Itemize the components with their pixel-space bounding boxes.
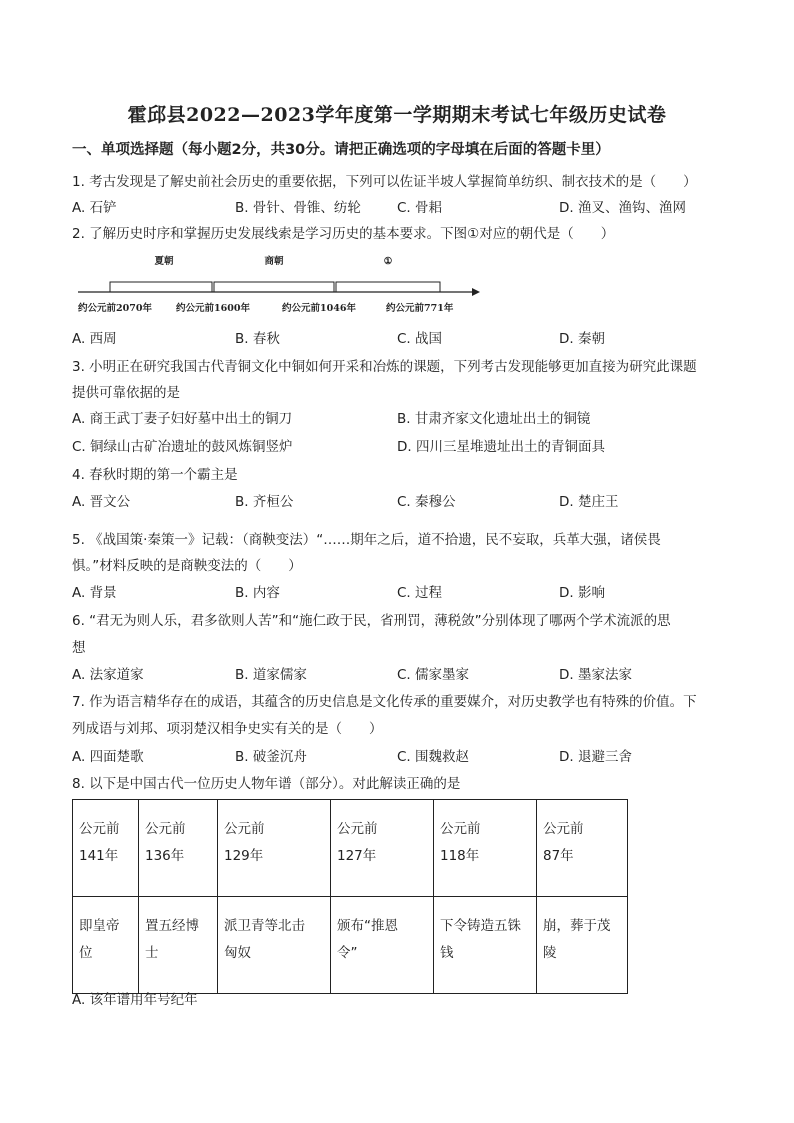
question-5-stem-line2: 惧。”材料反映的是商鞅变法的（ ） <box>72 558 302 574</box>
q7-option-a: A. 四面楚歌 <box>72 749 144 765</box>
table-cell: 派卫青等北击 匈奴 <box>218 897 331 994</box>
question-2-stem: 2. 了解历史时序和掌握历史发展线索是学习历史的基本要求。下图①对应的朝代是（ ） <box>72 226 615 242</box>
q7-option-c: C. 围魏救赵 <box>397 749 470 765</box>
question-8-stem: 8. 以下是中国古代一位历史人物年谱（部分）。对此解读正确的是 <box>72 776 461 792</box>
q5-option-a: A. 背景 <box>72 585 117 601</box>
q4-option-b: B. 齐桓公 <box>235 494 294 510</box>
timeline-date-1: 约公元前2070年 <box>78 303 152 314</box>
table-cell: 公元前 127年 <box>331 800 434 897</box>
question-3-stem-line2: 提供可靠依据的是 <box>72 385 180 401</box>
q5-option-b: B. 内容 <box>235 585 280 601</box>
question-7-stem-line2: 列成语与刘邦、项羽楚汉相争史实有关的是（ ） <box>72 721 383 737</box>
table-cell: 置五经博 士 <box>139 897 218 994</box>
timeline-period-blank: ① <box>383 256 393 267</box>
q4-option-c: C. 秦穆公 <box>397 494 456 510</box>
question-5-stem-line1: 5. 《战国策·秦策一》记载：（商鞅变法）“……期年之后，道不拾遗，民不妄取，兵革大强，诸侯畏 <box>72 532 661 548</box>
q6-option-b: B. 道家儒家 <box>235 667 307 683</box>
chronology-table <box>72 799 628 994</box>
table-cell: 公元前 118年 <box>434 800 537 897</box>
table-cell: 公元前 129年 <box>218 800 331 897</box>
q3-option-b: B. 甘肃齐家文化遗址出土的铜镜 <box>397 411 591 427</box>
q7-option-b: B. 破釜沉舟 <box>235 749 307 765</box>
q6-option-a: A. 法家道家 <box>72 667 144 683</box>
table-cell: 公元前 141年 <box>73 800 139 897</box>
question-7-stem-line1: 7. 作为语言精华存在的成语，其蕴含的历史信息是文化传承的重要媒介，对历史教学也有特殊的价值。下 <box>72 694 697 710</box>
q3-option-a: A. 商王武丁妻子妇好墓中出土的铜刀 <box>72 411 293 427</box>
q2-option-d: D. 秦朝 <box>559 331 605 347</box>
question-3-stem-line1: 3. 小明正在研究我国古代青铜文化中铜如何开采和冶炼的课题，下列考古发现能够更加直接为研究此课题 <box>72 359 697 375</box>
q6-option-c: C. 儒家墨家 <box>397 667 470 683</box>
timeline-period-xia: 夏朝 <box>154 256 174 267</box>
section-heading: 一、单项选择题（每小题2分，共30分。请把正确选项的字母填在后面的答题卡里） <box>72 142 610 158</box>
table-cell: 下令铸造五铢 钱 <box>434 897 537 994</box>
q2-option-c: C. 战国 <box>397 331 443 347</box>
question-6-stem-line1: 6. “君无为则人乐，君多欲则人苦”和“施仁政于民，省刑罚，薄税敛”分别体现了哪两个学术流派的思 <box>72 613 671 629</box>
table-cell: 即皇帝 位 <box>73 897 139 994</box>
table-cell: 崩，葬于茂 陵 <box>537 897 628 994</box>
q3-option-c: C. 铜绿山古矿冶遗址的鼓风炼铜竖炉 <box>72 439 293 455</box>
q4-option-a: A. 晋文公 <box>72 494 131 510</box>
question-6-stem-line2: 想 <box>72 640 86 656</box>
q3-option-d: D. 四川三星堆遗址出土的青铜面具 <box>397 439 605 455</box>
table-row-events <box>73 897 628 994</box>
q4-option-d: D. 楚庄王 <box>559 494 619 510</box>
q7-option-d: D. 退避三舍 <box>559 749 632 765</box>
timeline-period-shang: 商朝 <box>264 256 284 267</box>
q2-option-a: A. 西周 <box>72 331 117 347</box>
exam-title: 霍邱县2022—2023学年度第一学期期末考试七年级历史试卷 <box>127 104 667 126</box>
table-cell: 公元前 136年 <box>139 800 218 897</box>
q1-option-a: A. 石铲 <box>72 200 117 216</box>
table-row-years <box>73 800 628 897</box>
q1-option-d: D. 渔叉、渔钩、渔网 <box>559 200 686 216</box>
dynasty-timeline <box>72 246 492 316</box>
q5-option-c: C. 过程 <box>397 585 443 601</box>
q6-option-d: D. 墨家法家 <box>559 667 632 683</box>
q1-option-c: C. 骨耜 <box>397 200 443 216</box>
q1-option-b: B. 骨针、骨锥、纺轮 <box>235 200 361 216</box>
timeline-date-4: 约公元前771年 <box>386 303 454 314</box>
timeline-date-3: 约公元前1046年 <box>282 303 356 314</box>
q2-option-b: B. 春秋 <box>235 331 280 347</box>
timeline-date-2: 约公元前1600年 <box>176 303 250 314</box>
q8-option-a: A. 该年谱用年号纪年 <box>72 992 198 1008</box>
q5-option-d: D. 影响 <box>559 585 605 601</box>
table-cell: 公元前 87年 <box>537 800 628 897</box>
question-1-stem: 1. 考古发现是了解史前社会历史的重要依据，下列可以佐证半坡人掌握简单纺织、制衣技术的是（ ） <box>72 174 697 190</box>
table-cell: 颁布“推恩 令” <box>331 897 434 994</box>
question-4-stem: 4. 春秋时期的第一个霸主是 <box>72 467 238 483</box>
